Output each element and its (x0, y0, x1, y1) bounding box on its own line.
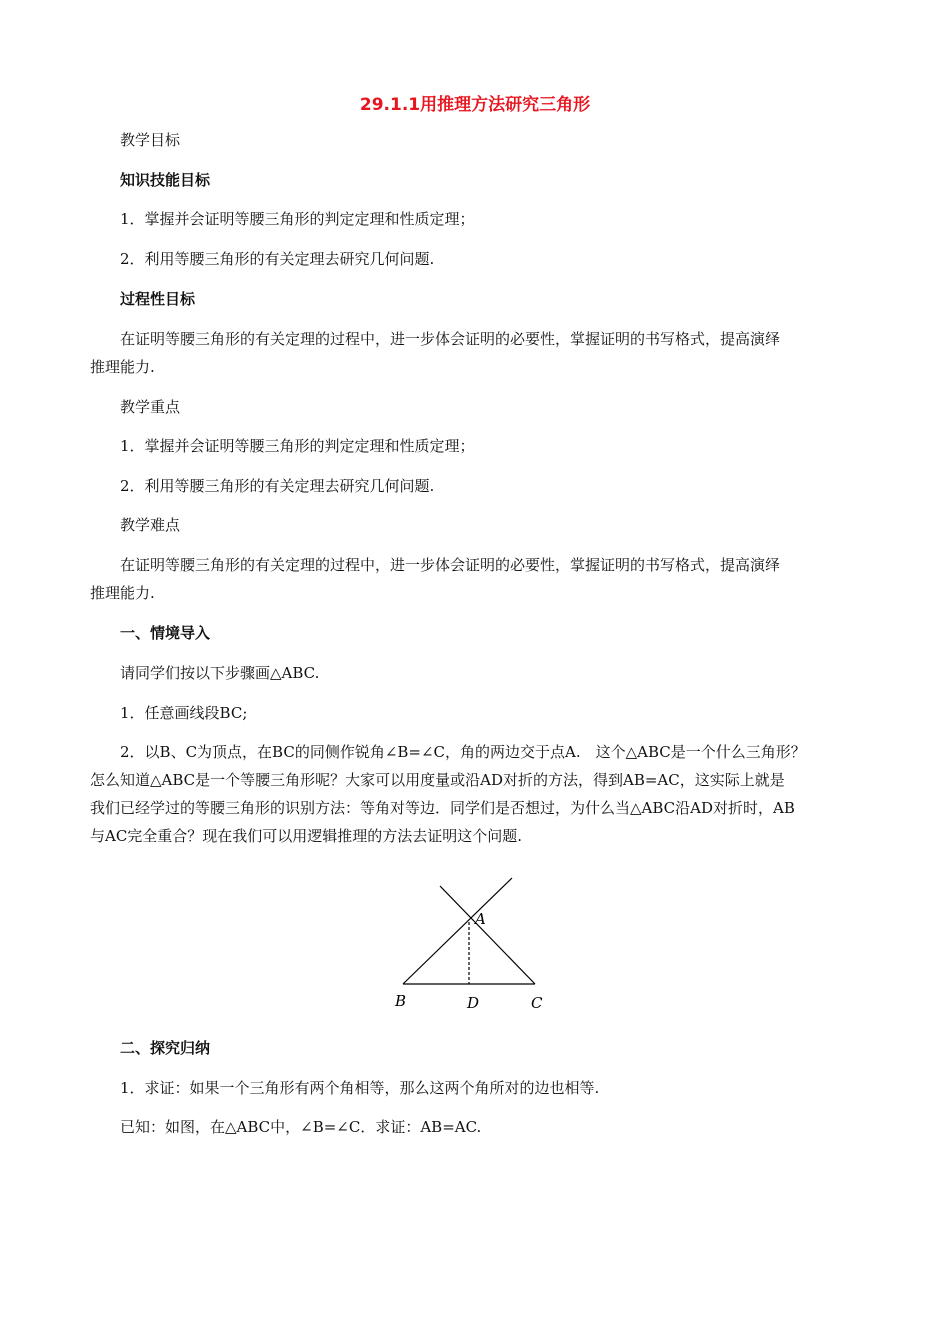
process-text-line: 在证明等腰三角形的有关定理的过程中，进一步体会证明的必要性，掌握证明的书写格式，提高演绎 (120, 330, 781, 348)
section1-step2-line: 2．以B、C为顶点，在BC的同侧作锐角∠B=∠C，角的两边交于点A. 这个△ABC是一个什么三角形？ (120, 743, 806, 761)
section1-intro: 请同学们按以下步骤画△ABC. (120, 664, 320, 682)
goals-heading: 教学目标 (120, 131, 181, 149)
section2-given: 已知：如图，在△ABC中，∠B=∠C．求证：AB=AC. (120, 1118, 482, 1136)
section1-heading: 一、情境导入 (120, 624, 211, 642)
process-text-line: 推理能力. (90, 358, 155, 376)
document-title: 29.1.1用推理方法研究三角形 (359, 95, 591, 115)
section1-step1: 1．任意画线段BC; (120, 704, 248, 722)
section1-step2-line: 怎么知道△ABC是一个等腰三角形呢？大家可以用度量或沿AD对折的方法，得到AB=AC，这实际上就是 (90, 771, 785, 789)
side-ab-line (403, 878, 512, 984)
side-ac-line (440, 886, 535, 984)
triangle-figure (393, 876, 555, 1016)
knowledge-item: 1．掌握并会证明等腰三角形的判定定理和性质定理； (120, 210, 475, 228)
key-heading: 教学重点 (120, 398, 181, 416)
key-item: 2．利用等腰三角形的有关定理去研究几何问题. (120, 477, 435, 495)
knowledge-heading: 知识技能目标 (120, 171, 211, 189)
difficulty-text-line: 推理能力. (90, 584, 155, 602)
section2-heading: 二、探究归纳 (120, 1039, 211, 1057)
label-c: C (531, 994, 543, 1012)
key-item: 1．掌握并会证明等腰三角形的判定定理和性质定理； (120, 437, 475, 455)
label-a: A (475, 910, 486, 928)
label-b: B (395, 992, 407, 1010)
difficulty-heading: 教学难点 (120, 516, 181, 534)
section1-step2-line: 我们已经学过的等腰三角形的识别方法：等角对等边．同学们是否想过，为什么当△ABC沿AD对折时，AB (90, 799, 795, 817)
section1-step2-line: 与AC完全重合？现在我们可以用逻辑推理的方法去证明这个问题. (90, 827, 523, 845)
process-heading: 过程性目标 (120, 290, 196, 308)
label-d: D (467, 994, 480, 1012)
section2-item1: 1．求证：如果一个三角形有两个角相等，那么这两个角所对的边也相等. (120, 1079, 600, 1097)
difficulty-text-line: 在证明等腰三角形的有关定理的过程中，进一步体会证明的必要性，掌握证明的书写格式，提高演绎 (120, 556, 781, 574)
knowledge-item: 2．利用等腰三角形的有关定理去研究几何问题. (120, 250, 435, 268)
